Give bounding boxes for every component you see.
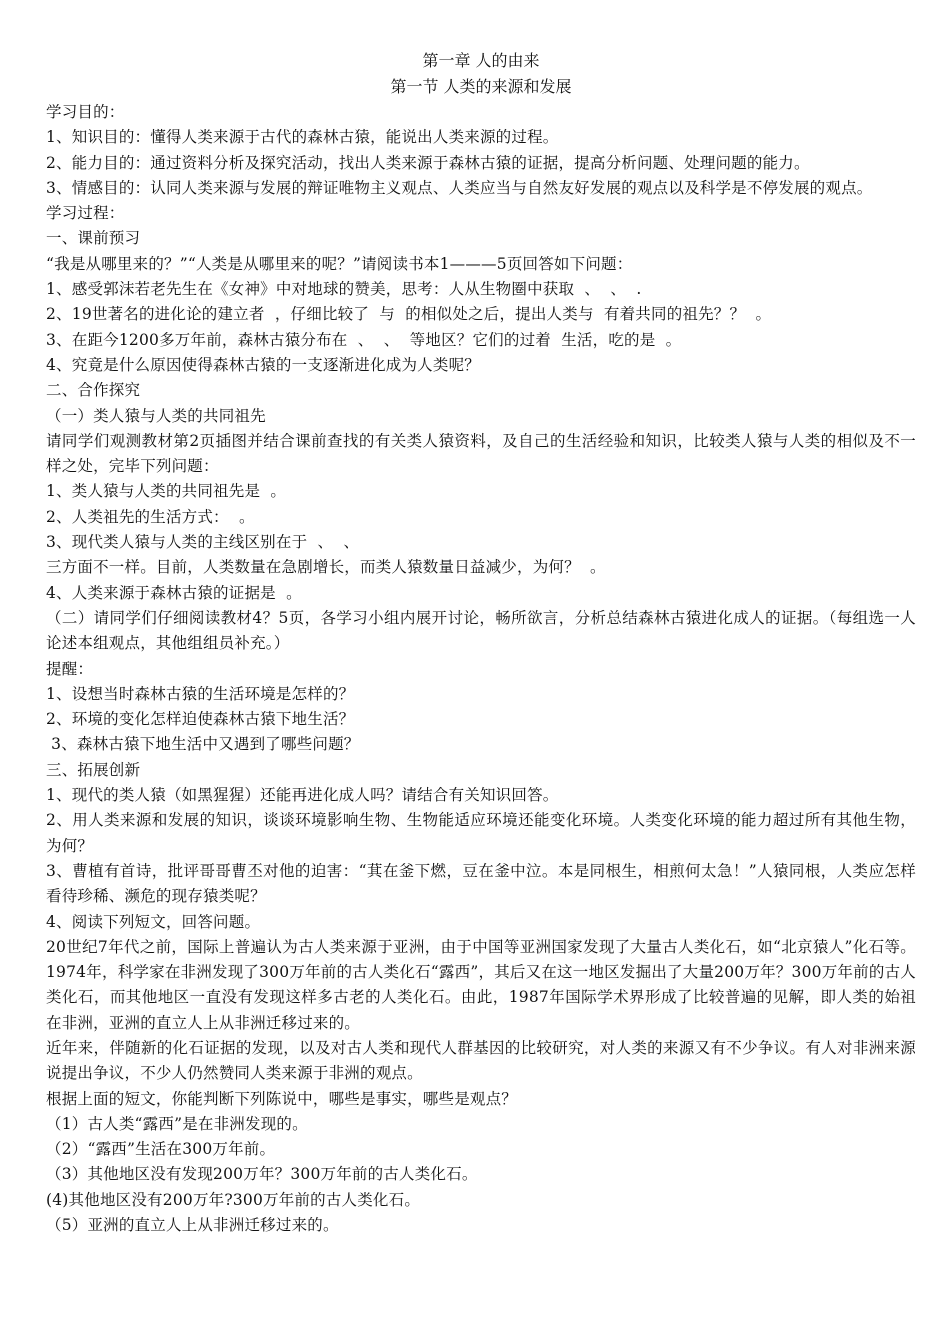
text-line: 提醒： bbox=[46, 659, 94, 678]
text-line: “我是从哪里来的？”“人类是从哪里来的呢？”请阅读书本1———5页回答如下问题： bbox=[46, 254, 633, 273]
section-title: 第一节 人类的来源和发展 bbox=[390, 77, 572, 96]
text-line: 2、用人类来源和发展的知识，谈谈环境影响生物、生物能适应环境还能变化环境。人类变化环境的能力超过所有其他生物，为何？ bbox=[46, 811, 916, 855]
text-line: 3、现代类人猿与人类的主线区别在于 、 、 bbox=[46, 533, 360, 552]
text-line: 1、类人猿与人类的共同祖先是 。 bbox=[46, 482, 287, 501]
text-line: 1、知识目的：懂得人类来源于古代的森林古猿，能说出人类来源的过程。 bbox=[46, 128, 559, 147]
text-line: （二）请同学们仔细阅读教材4？5页，各学习小组内展开讨论，畅所欲言，分析总结森林古猿进化成人的证据。（每组选一人论述本组观点，其他组组员补充。） bbox=[46, 608, 916, 653]
text-line: 1、设想当时森林古猿的生活环境是怎样的？ bbox=[46, 684, 355, 703]
text-line: 4、究竟是什么原因使得森林古猿的一支逐渐进化成为人类呢？ bbox=[46, 355, 480, 374]
text-line: 3、曹植有首诗，批评哥哥曹丕对他的迫害：“萁在釜下燃，豆在釜中泣。本是同根生，相煎何太急！”人猿同根，人类应怎样看待珍稀、濒危的现存猿类呢？ bbox=[46, 861, 916, 906]
text-line: 3、森林古猿下地生活中又遇到了哪些问题？ bbox=[46, 735, 360, 754]
text-line: 学习目的： bbox=[46, 103, 125, 121]
text-line: 根据上面的短文，你能判断下列陈说中，哪些是事实，哪些是观点？ bbox=[46, 1089, 518, 1108]
text-line: （一）类人猿与人类的共同祖先 bbox=[46, 406, 266, 425]
text-line: 三方面不一样。目前，人类数量在急剧增长，而类人猿数量日益减少，为何？ 。 bbox=[46, 558, 606, 577]
text-line: (4)其他地区没有200万年?300万年前的古人类化石。 bbox=[46, 1190, 421, 1209]
text-line: 4、人类来源于森林古猿的证据是 。 bbox=[46, 583, 302, 602]
text-line: （5）亚洲的直立人上从非洲迁移过来的。 bbox=[46, 1216, 339, 1235]
text-line: 近年来，伴随新的化石证据的发现，以及对古人类和现代人群基因的比较研究，对人类的来源又有不少争议。有人对非洲来源说提出争议，不少人仍然赞同人类来源于非洲的观点。 bbox=[46, 1038, 916, 1083]
text-line: 学习过程： bbox=[46, 204, 125, 223]
text-line: 三、拓展创新 bbox=[46, 760, 141, 779]
text-line: （1）古人类“露西”是在非洲发现的。 bbox=[46, 1114, 308, 1133]
text-line: 1、现代的类人猿（如黑猩猩）还能再进化成人吗？请结合有关知识回答。 bbox=[46, 786, 559, 805]
text-line: 2、环境的变化怎样迫使森林古猿下地生活？ bbox=[46, 710, 355, 729]
chapter-title: 第一章 人的由来 bbox=[422, 51, 540, 70]
text-line: 4、阅读下列短文，回答问题。 bbox=[46, 912, 261, 931]
document-page bbox=[46, 48, 916, 1238]
text-line: 1、感受郭沫若老先生在《女神》中对地球的赞美，思考：人从生物圈中获取 、 、 . bbox=[46, 280, 642, 299]
text-line: 请同学们观测教材第2页插图并结合课前查找的有关类人猿资料，及自己的生活经验和知识，比较类人猿与人类的相似及不一样之处，完毕下列问题： bbox=[46, 431, 916, 476]
text-line: 2、能力目的：通过资料分析及探究活动，找出人类来源于森林古猿的证据，提高分析问题、处理问题的能力。 bbox=[46, 153, 810, 172]
text-line: 20世纪7年代之前，国际上普遍认为古人类来源于亚洲，由于中国等亚洲国家发现了大量古人类化石，如“北京猿人”化石等。1974年，科学家在非洲发现了300万年前的古人类化石“露西”，其后又在这一地区发掘出了大量200万年？300万年前的古人类化石，而其他地区一直没有发现这样多古老的人类化石。由此，1987年国际学术界形成了比较普遍的见解，即人类的始祖在非洲，亚洲的直立人上从非洲迁移过来的。 bbox=[46, 937, 916, 1032]
text-line: 一、课前预习 bbox=[46, 229, 141, 248]
document-body bbox=[46, 100, 916, 1238]
text-line: 3、情感目的：认同人类来源与发展的辩证唯物主义观点、人类应当与自然友好发展的观点以及科学是不停发展的观点。 bbox=[46, 178, 873, 197]
text-line: （3）其他地区没有发现200万年？300万年前的古人类化石。 bbox=[46, 1165, 478, 1184]
text-line: 3、在距今1200多万年前，森林古猿分布在 、 、 等地区？它们的过着 生活，吃的是 。 bbox=[46, 330, 682, 349]
text-line: 二、合作探究 bbox=[46, 381, 141, 400]
text-line: 2、人类祖先的生活方式： 。 bbox=[46, 507, 255, 526]
text-line: 2、19世著名的进化论的建立者 ，仔细比较了 与 的相似处之后，提出人类与 有着共同的祖先？？ 。 bbox=[46, 305, 772, 324]
text-line: （2）“露西”生活在300万年前。 bbox=[46, 1140, 276, 1159]
